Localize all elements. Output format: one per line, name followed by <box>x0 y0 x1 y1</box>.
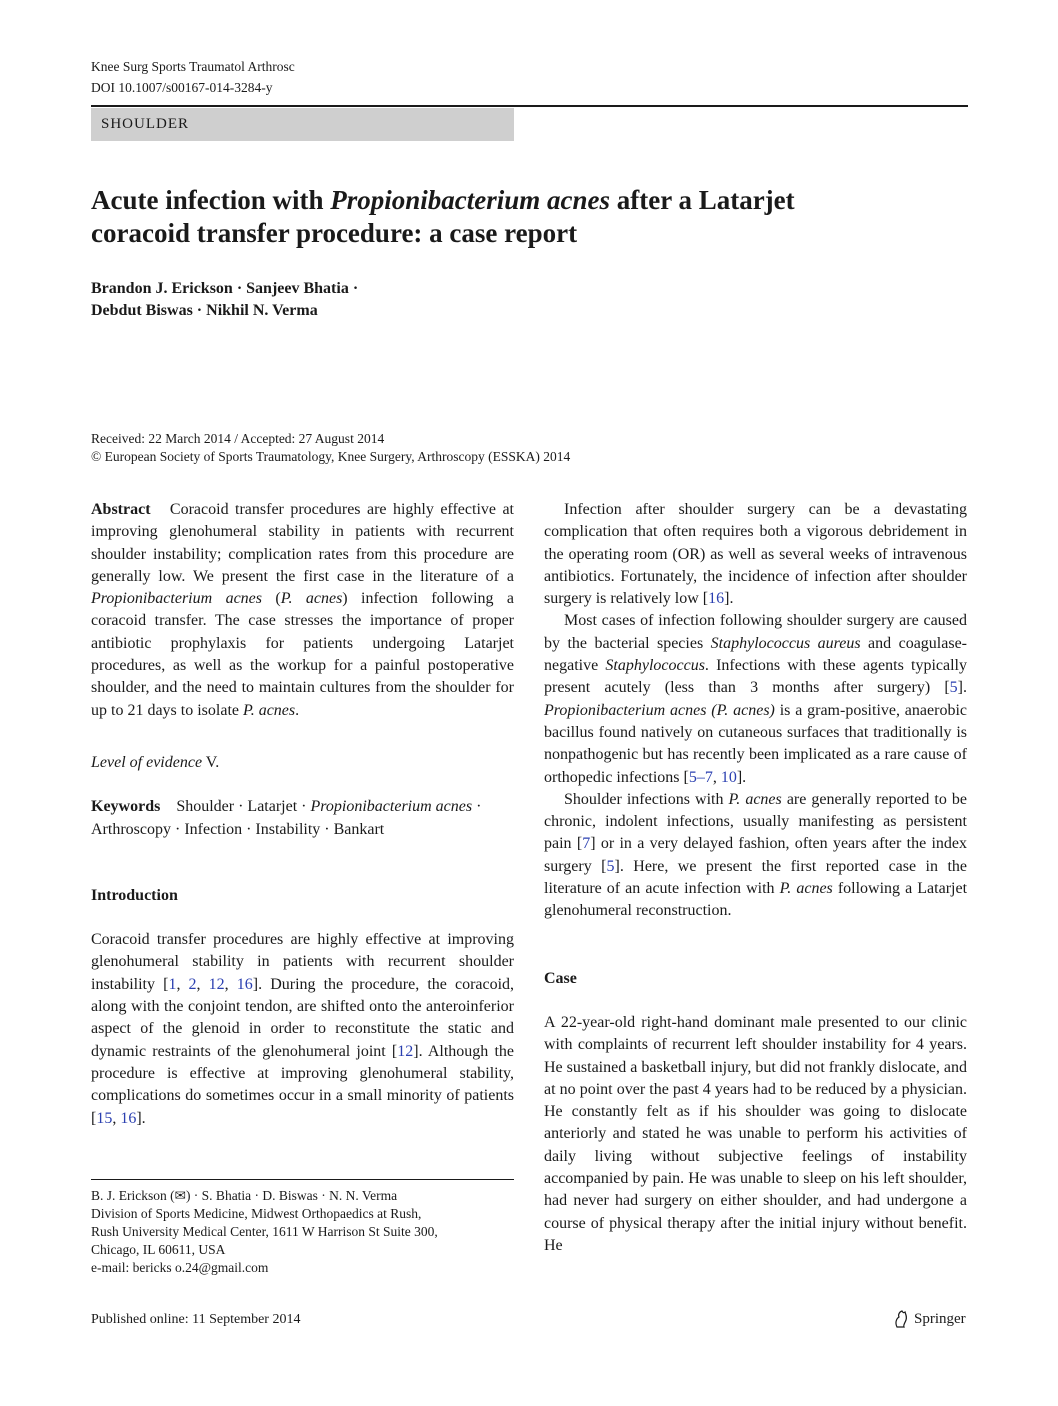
footnote-rule <box>91 1179 514 1180</box>
footnote-authors: B. J. Erickson (✉) · S. Bhatia · D. Biswas · N. N. Verma <box>91 1188 398 1203</box>
author-footnote <box>91 1187 521 1277</box>
header-rule <box>91 105 968 107</box>
left-column <box>91 499 514 1130</box>
citation-link[interactable]: 16 <box>120 1109 137 1127</box>
paragraph: Infection after shoulder surgery can be a devastating complication that often requires both a vigorous debridement in the operating room (OR) as well as several weeks of intravenous antibiotics. Fortunately, the incidence of infection after shoulder surgery is relatively low [16]. <box>544 501 967 608</box>
section-label: SHOULDER <box>91 108 514 141</box>
published-date: Published online: 11 September 2014 <box>91 1312 301 1327</box>
authors-line1: Brandon J. Erickson · Sanjeev Bhatia · <box>91 280 359 297</box>
footnote-city: Chicago, IL 60611, USA <box>91 1242 226 1257</box>
journal-header <box>91 56 295 98</box>
introduction-text: Coracoid transfer procedures are highly effective at improving glenohumeral stability in patients with recurrent shoulder instability [1, 2, 12, 16]. During the procedure, the coracoid, along with the conjoint tendon, are shifted onto the anteroinferior aspect of the glenoid in order to reconstitute the static and dynamic restraints of the glenohumeral joint [12]. Although the procedure is effective at improving glenohumeral stability, complications do sometimes occur in a small minority of patients [15, 16]. <box>91 931 515 1127</box>
title-line2: coracoid transfer procedure: a case report <box>91 218 578 248</box>
right-column <box>544 499 967 1257</box>
footnote-address: Rush University Medical Center, 1611 W Harrison St Suite 300, <box>91 1224 438 1239</box>
citation-link[interactable]: 16 <box>708 590 725 608</box>
keywords-label: Keywords <box>91 798 161 816</box>
case-text: A 22-year-old right-hand dominant male presented to our clinic with complaints of recurrent left shoulder instability for 4 years. He sustained a basketball injury, but did not frankly dislocate, and at no point over the past 4 years had to be reduced by a physician. He constantly felt as if his shoulder was going to dislocate anteriorly and stated he was unable to perform his activities of daily living without subjective feelings of instability accompanied by pain. He was unable to sleep on his left shoulder, had never had surgery on either shoulder, and had undergone a course of physical therapy after the initial injury without benefit. He <box>544 1013 967 1254</box>
paragraph: Most cases of infection following shoulder surgery are caused by the bacterial species Staphylococcus aureus and coagulase-negative Staphylococcus. Infections with these agents typically present acutely (less than 3 months after surgery) [5]. Propionibacterium acnes (P. acnes) is a gram-positive, anaerobic bacillus found natively on cutaneous surfaces that traditionally is nonpathogenic but has recently been implicated as a rare cause of orthopedic infections [5–7, 10]. <box>544 612 968 786</box>
title-italic: Propionibacterium acnes <box>330 185 610 215</box>
citation-link[interactable]: 7 <box>582 835 591 853</box>
journal-name: Knee Surg Sports Traumatol Arthrosc <box>91 59 295 74</box>
abstract: Abstract Coracoid transfer procedures are highly effective at improving glenohumeral stability in patients with recurrent shoulder instability; complication rates from this procedure are generally low. We present the first case in the literature of a Propionibacterium acnes (P. acnes) infection following a coracoid transfer. The case stresses the importance of proper antibiotic prophylaxis for patients undergoing Latarjet procedures, as well as the workup for a painful postoperative shoulder, and the need to maintain cultures from the shoulder for up to 21 days to isolate P. acnes. <box>91 501 515 719</box>
citation-link[interactable]: 15 <box>96 1109 113 1127</box>
introduction-heading: Introduction <box>91 886 178 904</box>
article-title <box>91 184 951 250</box>
citation-link[interactable]: 5–7 <box>688 768 713 786</box>
citation-link[interactable]: 5 <box>949 679 958 697</box>
citation-link[interactable]: 1 <box>168 975 177 993</box>
case-heading: Case <box>544 969 577 987</box>
citation-link[interactable]: 16 <box>236 975 253 993</box>
title-text: Acute infection with <box>91 185 331 215</box>
springer-horse-icon <box>892 1309 910 1329</box>
title-text: after a Latarjet <box>609 185 795 215</box>
citation-link[interactable]: 12 <box>208 975 225 993</box>
footnote-email[interactable]: e-mail: bericks o.24@gmail.com <box>91 1260 269 1275</box>
received-date: Received: 22 March 2014 / Accepted: 27 August 2014 <box>91 431 385 446</box>
envelope-icon: ✉ <box>174 1188 186 1203</box>
abstract-label: Abstract <box>91 501 151 518</box>
keywords: Keywords Shoulder · Latarjet · Propionibacterium acnes · Arthroscopy · Infection · Instability · Bankart <box>91 798 482 838</box>
footnote-affiliation: Division of Sports Medicine, Midwest Orthopaedics at Rush, <box>91 1206 422 1221</box>
publisher-logo <box>892 1308 966 1330</box>
article-dates <box>91 430 570 466</box>
doi: DOI 10.1007/s00167-014-3284-y <box>91 80 273 95</box>
publisher-name: Springer <box>914 1311 966 1327</box>
citation-link[interactable]: 5 <box>606 857 615 875</box>
authors <box>91 278 358 322</box>
copyright: © European Society of Sports Traumatology, Knee Surgery, Arthroscopy (ESSKA) 2014 <box>91 449 571 464</box>
level-of-evidence: Level of evidence V. <box>91 753 220 771</box>
citation-link[interactable]: 2 <box>188 975 197 993</box>
citation-link[interactable]: 12 <box>397 1042 414 1060</box>
authors-line2: Debdut Biswas · Nikhil N. Verma <box>91 302 318 319</box>
citation-link[interactable]: 10 <box>720 768 737 786</box>
paragraph: Shoulder infections with P. acnes are generally reported to be chronic, indolent infections, usually manifesting as persistent pain [7] or in a very delayed fashion, often years after the index surgery [5]. Here, we present the first reported case in the literature of an acute infection with P. acnes following a Latarjet glenohumeral reconstruction. <box>544 790 968 920</box>
